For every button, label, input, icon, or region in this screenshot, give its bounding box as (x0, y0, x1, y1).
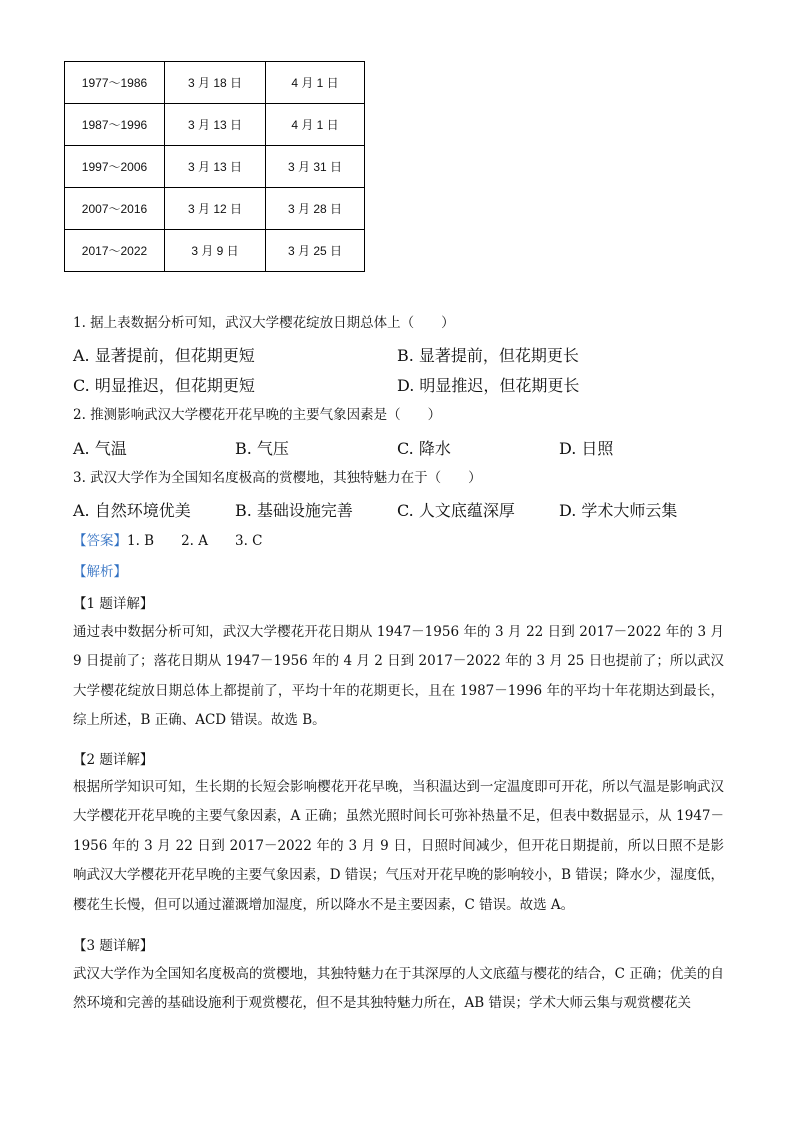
question-2-option-d: D. 日照 (559, 439, 614, 458)
table-cell-period: 2017～2022 (65, 230, 165, 272)
table-cell-bloom-start: 3 月 13 日 (165, 104, 266, 146)
table-row (65, 104, 365, 146)
question-1-option-b: B. 显著提前，但花期更长 (397, 346, 579, 365)
question-2-option-b: B. 气压 (235, 439, 289, 458)
question-1-option-a: A. 显著提前，但花期更短 (73, 346, 255, 365)
table-cell-bloom-start: 3 月 18 日 (165, 62, 266, 104)
question-2-option-a: A. 气温 (73, 439, 127, 458)
answer-label: 【答案】 (73, 533, 127, 549)
question-2-stem: 2. 推测影响武汉大学樱花开花早晚的主要气象因素是（ ） (73, 407, 442, 423)
detail-2-heading: 【2 题详解】 (73, 752, 154, 768)
table-cell-bloom-end: 4 月 1 日 (266, 62, 365, 104)
question-3-option-b: B. 基础设施完善 (235, 501, 353, 520)
table-cell-period: 1987～1996 (65, 104, 165, 146)
question-2-option-c: C. 降水 (397, 439, 451, 458)
question-3-option-a: A. 自然环境优美 (73, 501, 191, 520)
table-cell-bloom-start: 3 月 9 日 (165, 230, 266, 272)
detail-3-heading: 【3 题详解】 (73, 938, 154, 954)
question-1-option-d: D. 明显推迟，但花期更长 (397, 376, 580, 395)
table-row (65, 188, 365, 230)
table-cell-bloom-end: 3 月 31 日 (266, 146, 365, 188)
question-1-stem: 1. 据上表数据分析可知，武汉大学樱花绽放日期总体上（ ） (73, 315, 455, 331)
detail-1-heading: 【1 题详解】 (73, 596, 154, 612)
answer-line (73, 529, 263, 549)
table-cell-period: 1977～1986 (65, 62, 165, 104)
table-cell-bloom-start: 3 月 12 日 (165, 188, 266, 230)
table-cell-period: 2007～2016 (65, 188, 165, 230)
table-cell-bloom-end: 3 月 28 日 (266, 188, 365, 230)
table-cell-bloom-start: 3 月 13 日 (165, 146, 266, 188)
table-row (65, 230, 365, 272)
analysis-label: 【解析】 (73, 564, 127, 580)
detail-3-text: 武汉大学作为全国知名度极高的赏樱地，其独特魅力在于其深厚的人文底蕴与樱花的结合，C 正确；优美的自然环境和完善的基础设施利于观赏樱花，但不是其独特魅力所在，AB 错误；学术大师云集与观赏樱花关 (73, 966, 724, 1012)
bloom-date-table (64, 61, 365, 272)
question-3-option-c: C. 人文底蕴深厚 (397, 501, 515, 520)
table-cell-period: 1997～2006 (65, 146, 165, 188)
table-cell-bloom-end: 4 月 1 日 (266, 104, 365, 146)
table-cell-bloom-end: 3 月 25 日 (266, 230, 365, 272)
question-3-stem: 3. 武汉大学作为全国知名度极高的赏樱地，其独特魅力在于（ ） (73, 470, 482, 486)
detail-2-text: 根据所学知识可知，生长期的长短会影响樱花开花早晚，当积温达到一定温度即可开花，所以气温是影响武汉大学樱花开花早晚的主要气象因素，A 正确；虽然光照时间长可弥补热量不足，但表中数据显示，从 1947－1956 年的 3 月 22 日到 2017－2022 年的 3 月 9 日，日照时间减少，但开花日期提前，所以日照不是影响武汉大学樱花开花早晚的主要气象因素，D 错误；气压对开花早晚的影响较小，B 错误；降水少，湿度低，樱花生长慢，但可以通过灌溉增加湿度，所以降水不是主要因素，C 错误。故选 A。 (73, 779, 724, 913)
answer-text: 1. B 2. A 3. C (127, 533, 263, 549)
question-3-option-d: D. 学术大师云集 (559, 501, 678, 520)
table-row (65, 146, 365, 188)
question-1-option-c: C. 明显推迟，但花期更短 (73, 376, 255, 395)
detail-1-text: 通过表中数据分析可知，武汉大学樱花开花日期从 1947－1956 年的 3 月 22 日到 2017－2022 年的 3 月 9 日提前了；落花日期从 1947－1956 年的 4 月 2 日到 2017－2022 年的 3 月 25 日也提前了；所以武汉大学樱花绽放日期总体上都提前了，平均十年的花期更长，且在 1987－1996 年的平均十年花期达到最长，综上所述，B 正确、ACD 错误。故选 B。 (73, 624, 724, 729)
table-row (65, 62, 365, 104)
